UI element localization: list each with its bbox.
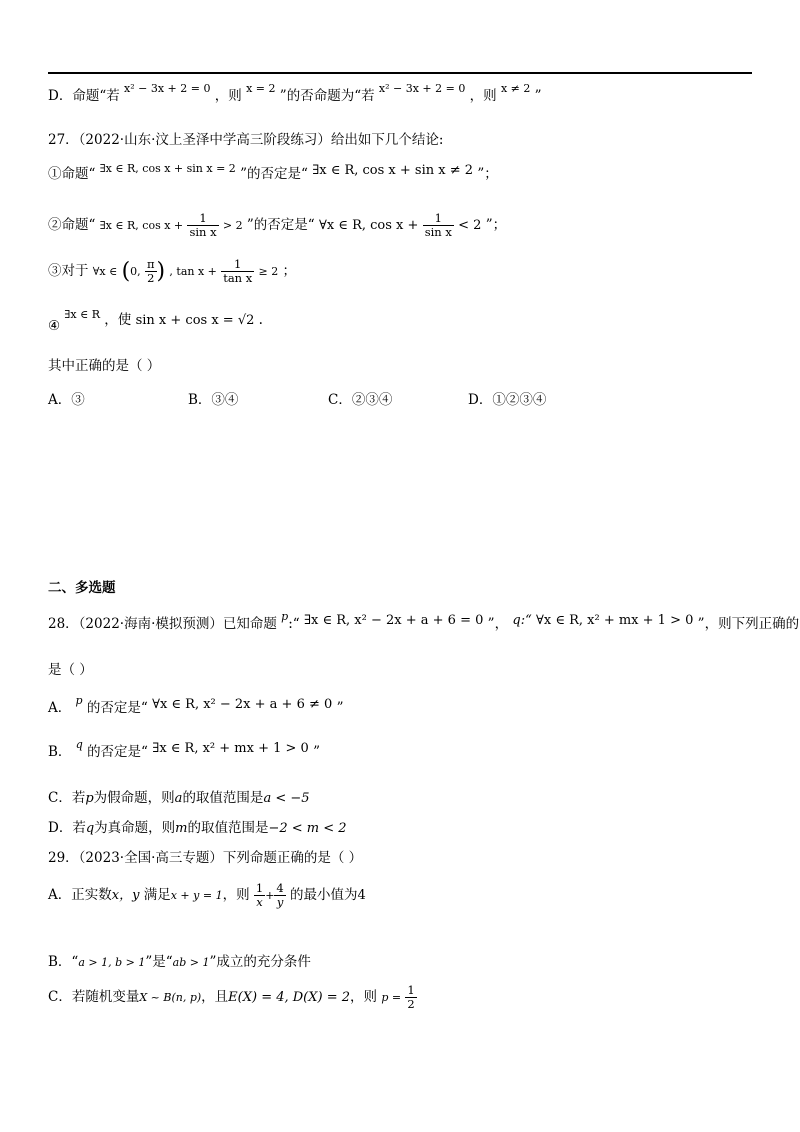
q28-option-a: A． $^p$ 的否定是“ ∀x ∈ R, x² − 2x + a + 6 ≠ 0 ” bbox=[48, 694, 344, 716]
q27-statement-1: ①命题“ $^{\exists x \in R, cos x + sin x = 2}$ ”的否定是“ ∃x ∈ R, cos x + sin x ≠ 2 ”； bbox=[48, 162, 498, 182]
fraction: $\frac{1}{x}$ bbox=[255, 881, 264, 909]
section-heading: 二、多选题 bbox=[48, 580, 116, 596]
q29-option-c: C．若随机变量X ~ B(n, p)，且E(X) = 4, D(X) = 2，则 p = $\frac{1}{2}$ bbox=[48, 983, 415, 1011]
fraction: $\frac{\pi}{2}$ bbox=[146, 257, 155, 285]
q28-option-c: C．若p为假命题，则a的取值范围是a < −5 bbox=[48, 790, 310, 806]
q27-statement-4: ④ $^{\exists x \in R}$ ，使 sin x + cos x = √2 . bbox=[48, 308, 263, 334]
q27-option-c: C．②③④ bbox=[328, 392, 393, 408]
q27-option-b: B．③④ bbox=[188, 392, 239, 408]
q27-statement-2: ②命题“ ∃x ∈ R, cos x + $\frac{1}{\text{sin x}}$ > 2 ”的否定是“ ∀x ∈ R, cos x + $\frac{1}{\text{sin x}}$ < 2 ”； bbox=[48, 211, 507, 239]
q28-option-b: B． $^q$ 的否定是“ ∃x ∈ R, x² + mx + 1 > 0 ” bbox=[48, 738, 321, 760]
fraction: $\frac{1}{\text{tan x}}$ bbox=[223, 257, 253, 285]
q26-option-d: D．命题“若 $^{x^2 - 3x + 2 = 0}$ ，则 $^{x = 2}$ ”的否命题为“若 $^{x^2 - 3x + 2 = 0}$ ，则 $^{x \ne 2}$ ” bbox=[48, 82, 542, 104]
fraction: $\frac{4}{y}$ bbox=[276, 881, 284, 909]
q27-option-a: A．③ bbox=[48, 392, 85, 408]
q27-option-d: D．①②③④ bbox=[468, 392, 547, 408]
fraction: $\frac{1}{\text{sin x}}$ bbox=[424, 211, 452, 239]
q28-stem-cont: 是（ ） bbox=[48, 662, 93, 678]
fraction: $\frac{1}{\text{sin x}}$ bbox=[189, 211, 217, 239]
q28-option-d: D．若q为真命题，则m的取值范围是−2 < m < 2 bbox=[48, 820, 347, 836]
q29-option-a: A．正实数x，y 满足x + y = 1，则 $\frac{1}{x}$ + $\frac{4}{y}$ 的最小值为4 bbox=[48, 881, 366, 909]
q29-stem: 29．（2023·全国·高三专题）下列命题正确的是（ ） bbox=[48, 850, 363, 866]
q27-stem: 27．（2022·山东·汶上圣泽中学高三阶段练习）给出如下几个结论: bbox=[48, 132, 444, 148]
q29-option-b: B．“a > 1, b > 1”是“ab > 1”成立的充分条件 bbox=[48, 954, 311, 970]
header-rule bbox=[48, 72, 752, 74]
q27-statement-3: ③对于 ∀x ∈ (0, $\frac{\pi}{2}$ ) , tan x + $\frac{1}{\text{tan x}}$ ≥ 2 ； bbox=[48, 257, 297, 285]
q27-ask: 其中正确的是（ ） bbox=[48, 358, 161, 374]
fraction: $\frac{1}{2}$ bbox=[407, 983, 415, 1011]
q28-stem: 28．（2022·海南·模拟预测）已知命题 $^p$:“ ∃x ∈ R, x² − 2x + a + 6 = 0 ”， q:“ ∀x ∈ R, x² + mx + 1 > 0 ”，则下列正确的 bbox=[48, 610, 800, 632]
